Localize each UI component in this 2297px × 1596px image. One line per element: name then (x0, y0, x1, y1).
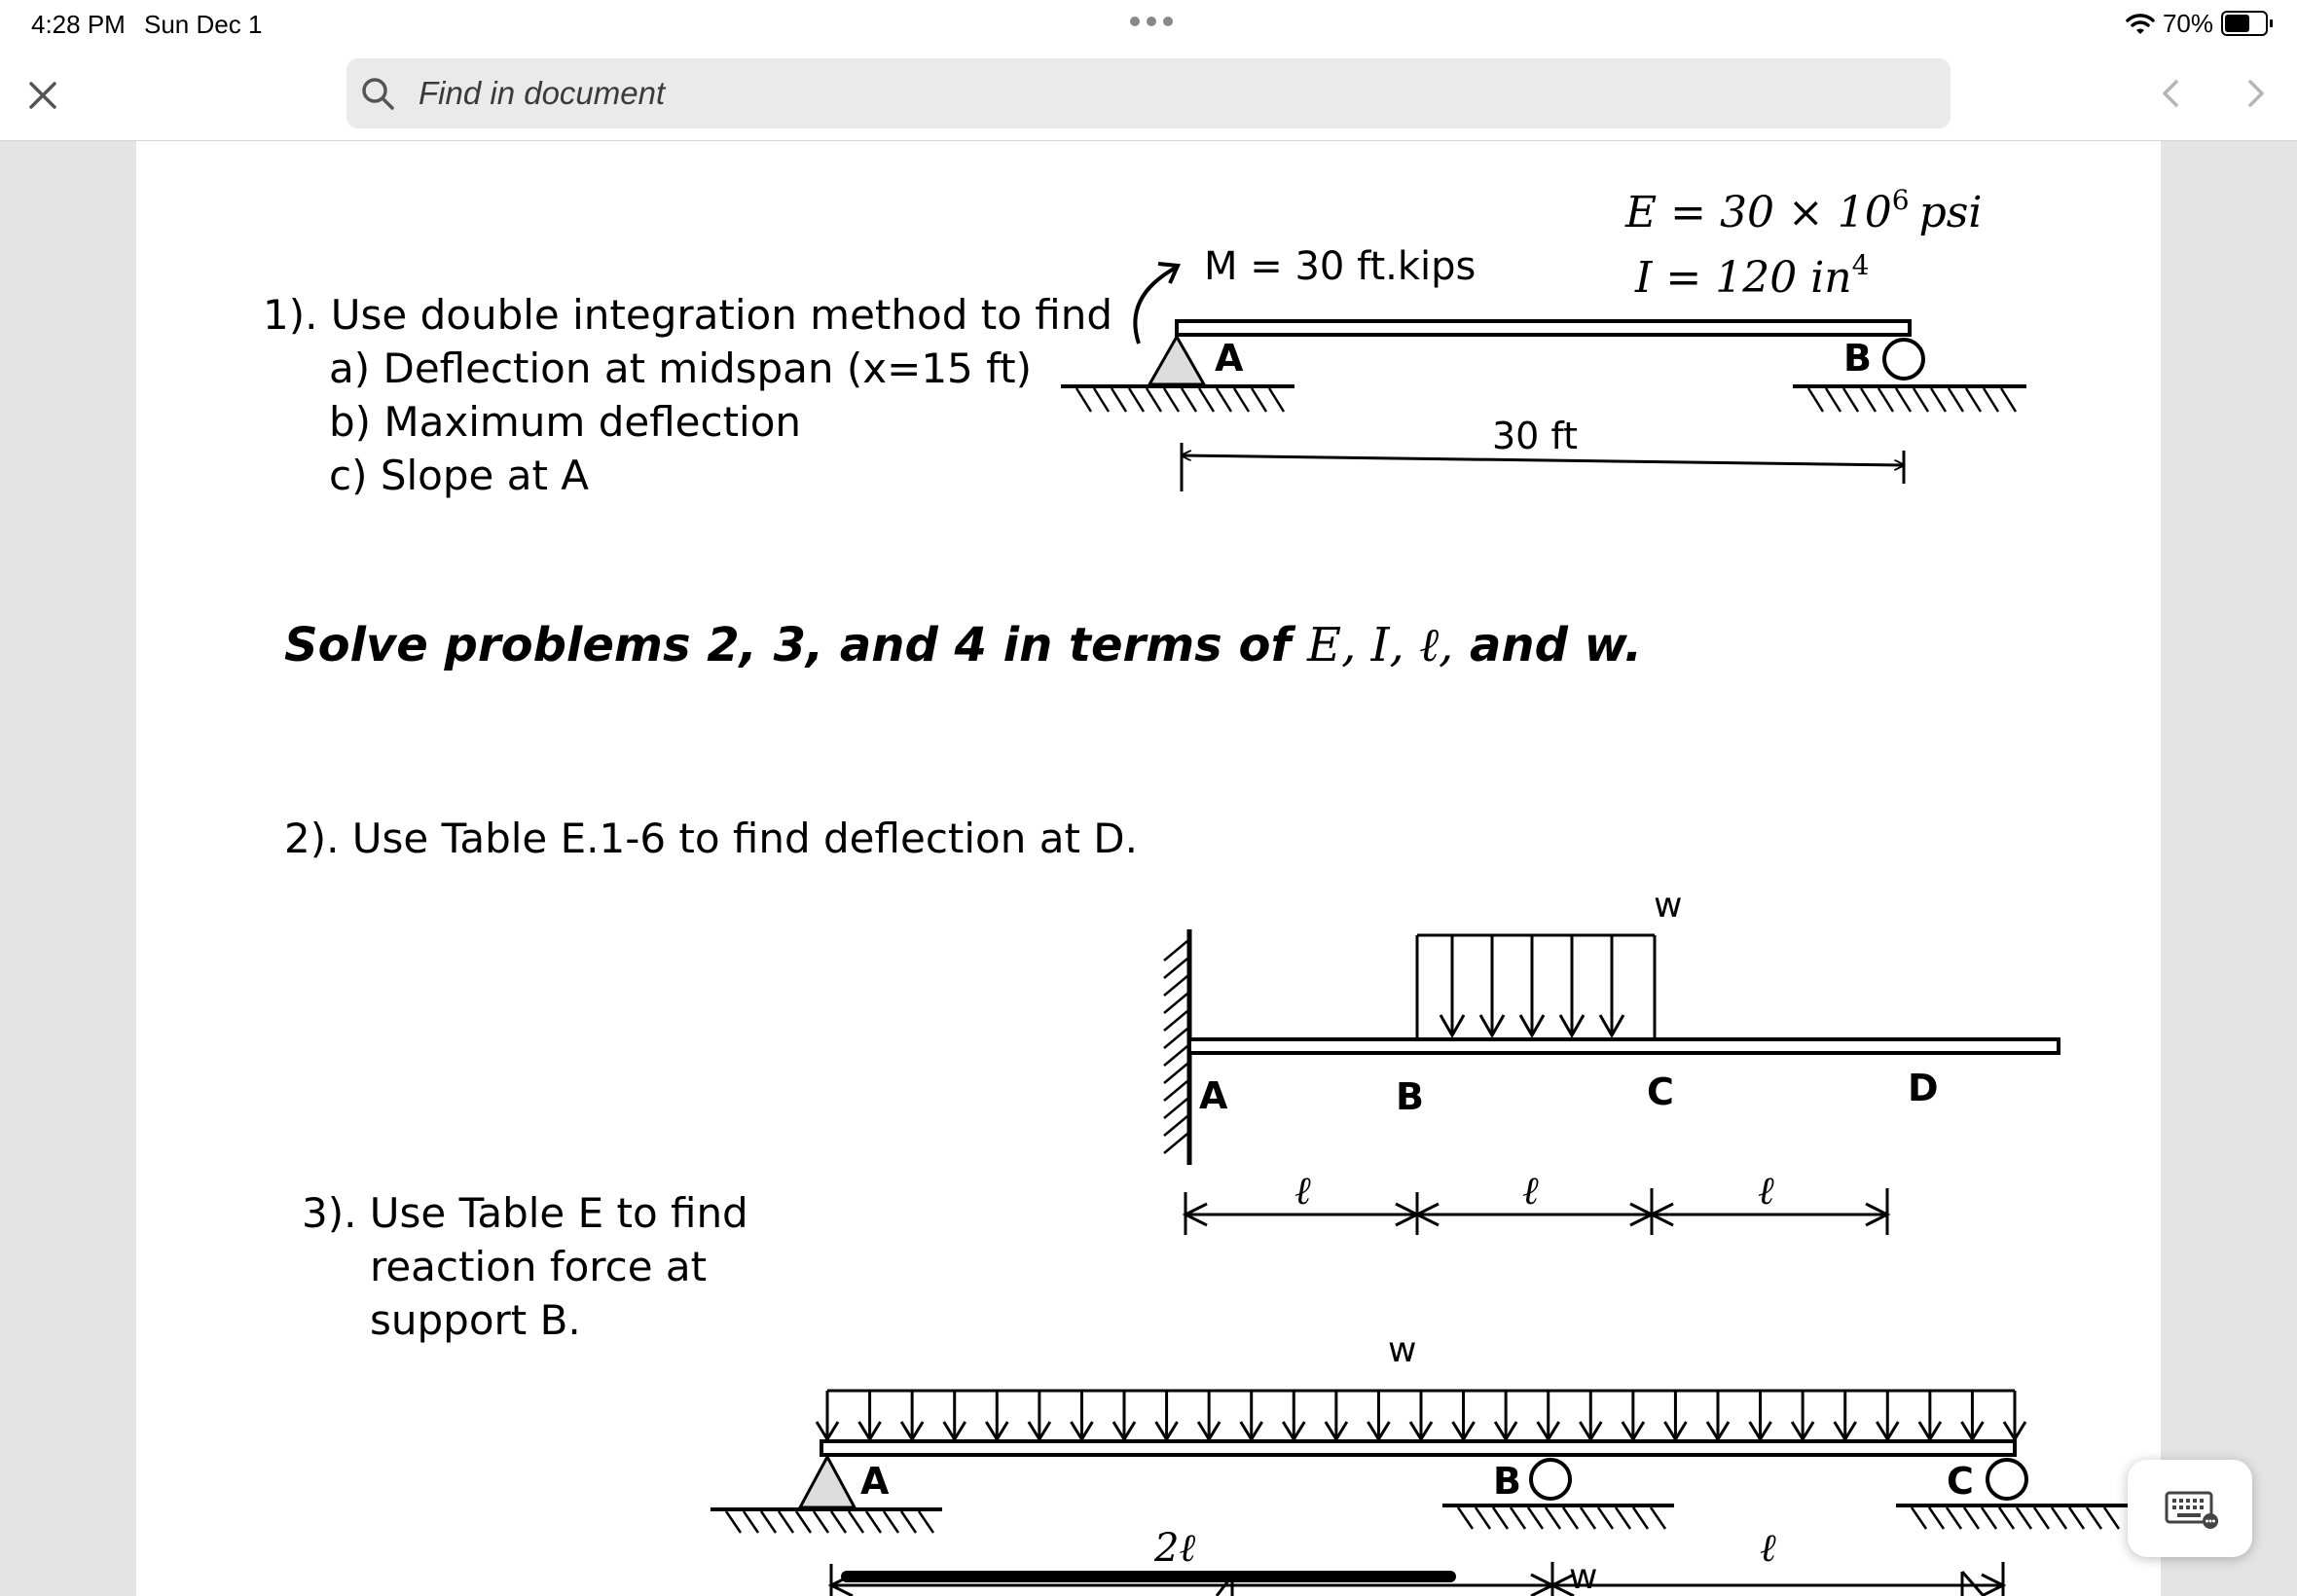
problem1-beam (1177, 321, 1910, 335)
close-icon[interactable] (21, 74, 64, 117)
problem3-pin-support-a (800, 1457, 855, 1507)
problem4-load-label: w (1569, 1557, 1598, 1596)
problem1-inertia-exponent: 4 (1851, 249, 1870, 281)
solve-heading-vars: E, I, ℓ, (1307, 618, 1454, 672)
problem1-ground-hatch-a (1076, 388, 1284, 412)
solve-heading-end: and w. (1453, 618, 1643, 672)
problem3-label-c: C (1947, 1460, 1974, 1503)
problem2-dim1: ℓ (1294, 1169, 1311, 1214)
search-input[interactable] (419, 70, 1878, 117)
problem3-ground-hatch-b (1458, 1507, 1665, 1529)
problem2-dim3: ℓ (1758, 1169, 1774, 1214)
status-time: 4:28 PM (31, 10, 126, 39)
problem1-diagram (136, 141, 2161, 550)
problem1-line1: 1). Use double integration method to find (263, 291, 1112, 339)
battery-icon (2221, 11, 2268, 36)
wifi-icon (2126, 12, 2155, 35)
problem1-modulus (1624, 184, 1982, 237)
status-indicators (2126, 8, 2268, 39)
problem3-label-a: A (860, 1460, 890, 1503)
solve-heading-start: Solve problems 2, 3, and 4 in terms of (284, 618, 1308, 672)
problem1-modulus-value: E = 30 × 10 (1625, 188, 1892, 237)
chevron-right-icon[interactable] (2237, 74, 2276, 113)
problem3-ground-hatch-a (726, 1511, 933, 1533)
problem2-dim2: ℓ (1522, 1169, 1539, 1214)
problem3-ground-hatch-c (1912, 1507, 2119, 1529)
problem1-label-a: A (1215, 337, 1244, 380)
keyboard-icon (2165, 1491, 2221, 1530)
keyboard-toggle-button[interactable] (2128, 1460, 2252, 1557)
problem2-text: 2). Use Table E.1-6 to find deflection at D. (284, 815, 1138, 862)
document-page[interactable] (136, 141, 2161, 1596)
problem1-roller-support-b (1884, 340, 1923, 379)
problem1-ground-hatch-b (1808, 388, 2016, 412)
search-field[interactable] (346, 58, 1951, 128)
problem2-load-label: w (1654, 886, 1683, 925)
problem2-beam (1189, 1039, 2059, 1053)
problem3-beam (821, 1441, 2015, 1455)
problem2-label-c: C (1647, 1070, 1674, 1113)
problem1-label-b: B (1843, 337, 1872, 380)
chevron-left-icon[interactable] (2151, 74, 2190, 113)
document-margin-left (0, 141, 136, 1596)
problem3-line1: 3). Use Table E to find (302, 1189, 748, 1237)
problem3-dim2: ℓ (1760, 1526, 1776, 1571)
multitasking-dots-icon[interactable] (1129, 16, 1174, 27)
problem3-roller-support-b (1531, 1460, 1570, 1499)
problem3-roller-support-c (1987, 1460, 2026, 1499)
problem1-span-label: 30 ft (1492, 415, 1579, 457)
problem1-line4: c) Slope at A (329, 452, 589, 499)
status-date: Sun Dec 1 (144, 10, 263, 39)
problem1-line2: a) Deflection at midspan (x=15 ft) (329, 345, 1033, 392)
status-bar (0, 0, 2297, 49)
problem1-modulus-exponent: 6 (1891, 184, 1910, 216)
problem3-load-label: w (1388, 1330, 1417, 1370)
problem1-line3: b) Maximum deflection (329, 398, 802, 446)
document-margin-right (2161, 141, 2297, 1596)
problem1-moment-label: M = 30 ft.kips (1204, 244, 1477, 289)
solve-heading (284, 618, 1642, 672)
battery-percentage: 70% (2162, 8, 2213, 38)
find-toolbar (0, 49, 2297, 141)
search-icon (360, 76, 397, 113)
problem2-label-a: A (1199, 1074, 1228, 1117)
problem1-pin-support-a (1149, 337, 1204, 384)
problem1-inertia-value: I = 120 in (1635, 253, 1852, 303)
problem3-dim1: 2ℓ (1154, 1526, 1196, 1571)
battery-fill (2225, 15, 2249, 32)
problem2-label-d: D (1908, 1067, 1939, 1109)
problem2-diagram (136, 686, 2161, 1270)
problem2-wall-hatch (1164, 941, 1187, 1153)
problem4-diagram (136, 1542, 2161, 1596)
problem1-modulus-unit: psi (1918, 188, 1983, 237)
problem3-label-b: B (1493, 1460, 1521, 1503)
problem1-inertia (1634, 249, 1869, 303)
problem2-label-b: B (1396, 1075, 1424, 1118)
problem3-distributed-load (817, 1391, 2025, 1439)
problem3-line2: reaction force at (370, 1243, 708, 1290)
problem2-distributed-load (1417, 935, 1655, 1037)
problem3-line3: support B. (370, 1296, 581, 1344)
